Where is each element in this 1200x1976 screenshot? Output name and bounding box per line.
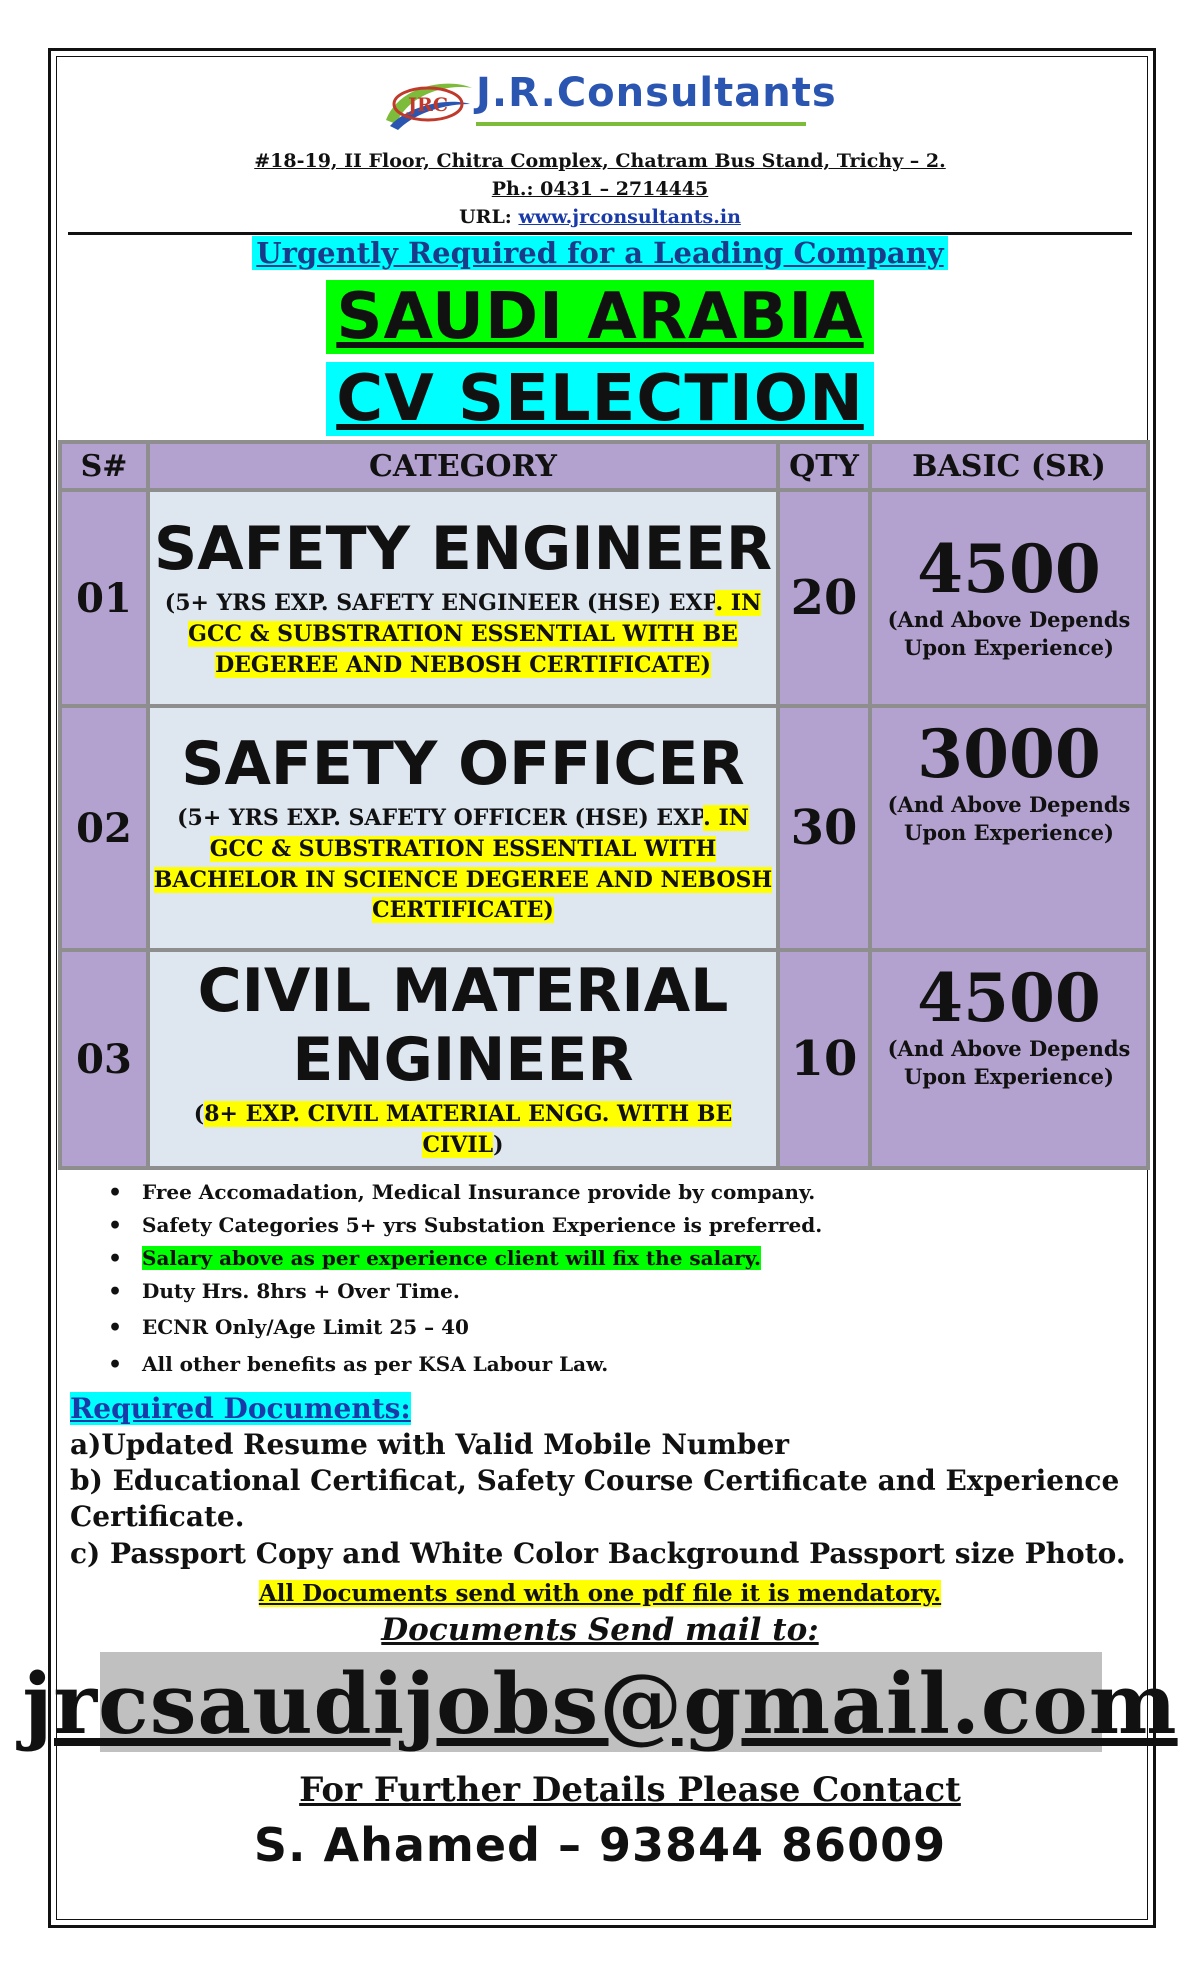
company-name: J.R.Consultants — [476, 70, 837, 116]
salary-note: (And Above Depends Upon Experience) — [887, 1035, 1131, 1089]
row-sno: 02 — [62, 708, 146, 948]
row-salary — [872, 708, 1146, 948]
table-row — [62, 708, 1146, 948]
website: URL: www.jrconsultants.in — [459, 206, 741, 228]
table-row — [62, 492, 1146, 704]
table-header-row — [62, 444, 1146, 488]
mandatory-note: All Documents send with one pdf file it is mendatory. — [258, 1580, 942, 1607]
row-category — [150, 708, 776, 948]
further-details-label: For Further Details Please Contact — [299, 1770, 961, 1810]
salary-amount: 3000 — [917, 715, 1101, 793]
list-item: • Duty Hrs. 8hrs + Over Time. — [108, 1279, 1008, 1315]
salary-note: (And Above Depends Upon Experience) — [887, 791, 1131, 845]
contact-person: S. Ahamed – 93844 86009 — [253, 1818, 947, 1872]
address: #18-19, II Floor, Chitra Complex, Chatram Bus Stand, Trichy – 2. — [254, 150, 946, 172]
header-sno: S# — [62, 444, 146, 488]
job-title: CIVIL MATERIAL ENGINEER — [197, 956, 729, 1096]
phone: Ph.: 0431 – 2714445 — [491, 178, 709, 200]
svg-text:JRC: JRC — [408, 94, 448, 116]
row-qty: 20 — [780, 492, 868, 704]
list-item: • Free Accomadation, Medical Insurance provide by company. — [108, 1180, 1008, 1213]
list-item: • All other benefits as per KSA Labour Law. — [108, 1352, 1008, 1385]
cv-selection-banner: CV SELECTION — [0, 362, 1200, 436]
row-sno: 01 — [62, 492, 146, 704]
row-category — [150, 952, 776, 1166]
row-qty: 30 — [780, 708, 868, 948]
job-title: SAFETY ENGINEER — [153, 514, 773, 585]
list-item: • ECNR Only/Age Limit 25 – 40 — [108, 1315, 1008, 1352]
header-qty: QTY — [780, 444, 868, 488]
country-banner: SAUDI ARABIA — [0, 280, 1200, 354]
row-sno: 03 — [62, 952, 146, 1166]
benefits-list — [108, 1180, 1008, 1385]
urgent-banner: Urgently Required for a Leading Company — [0, 236, 1200, 270]
website-link[interactable]: www.jrconsultants.in — [518, 206, 741, 228]
row-salary — [872, 492, 1146, 704]
salary-amount: 4500 — [917, 959, 1101, 1037]
job-description: (5+ YRS EXP. SAFETY OFFICER (HSE) EXP. IN GCC & SUBSTRATION ESSENTIAL WITH BACHELOR IN SCIENCE DEGEREE AND NEBOSH CERTIFICATE) — [153, 804, 773, 924]
job-description: (5+ YRS EXP. SAFETY ENGINEER (HSE) EXP. IN GCC & SUBSTRATION ESSENTIAL WITH BE DEGEREE AND NEBOSH CERTIFICATE) — [164, 590, 762, 678]
company-logo — [380, 70, 837, 136]
jobs-table — [58, 440, 1150, 1170]
job-description: (8+ EXP. CIVIL MATERIAL ENGG. WITH BE CIVIL) — [193, 1101, 733, 1158]
send-mail-label: Documents Send mail to: — [381, 1612, 819, 1648]
salary-amount: 4500 — [917, 530, 1101, 609]
logo-underline — [476, 122, 806, 126]
list-item: • Salary above as per experience client will fix the salary. — [108, 1246, 1008, 1279]
job-title: SAFETY OFFICER — [181, 728, 745, 799]
required-doc-a: a)Updated Resume with Valid Mobile Number — [70, 1428, 790, 1461]
jrc-swoosh-icon — [380, 74, 476, 132]
header-basic: BASIC (SR) — [872, 444, 1146, 488]
required-docs-title: Required Documents: — [70, 1392, 411, 1425]
list-item: • Safety Categories 5+ yrs Substation Experience is preferred. — [108, 1213, 1008, 1246]
required-doc-c: c) Passport Copy and White Color Background Passport size Photo. — [70, 1537, 1126, 1570]
row-category — [150, 492, 776, 704]
required-doc-b: b) Educational Certificat, Safety Course Certificate and Experience — [70, 1464, 1120, 1497]
required-doc-b-cont: Certificate. — [70, 1500, 245, 1533]
salary-note: (And Above Depends Upon Experience) — [887, 606, 1131, 661]
header-divider — [68, 232, 1132, 235]
table-row — [62, 952, 1146, 1166]
contact-email[interactable]: jrcsaudijobs@gmail.com — [22, 1655, 1178, 1753]
row-qty: 10 — [780, 952, 868, 1166]
header-category: CATEGORY — [150, 444, 776, 488]
row-salary — [872, 952, 1146, 1166]
